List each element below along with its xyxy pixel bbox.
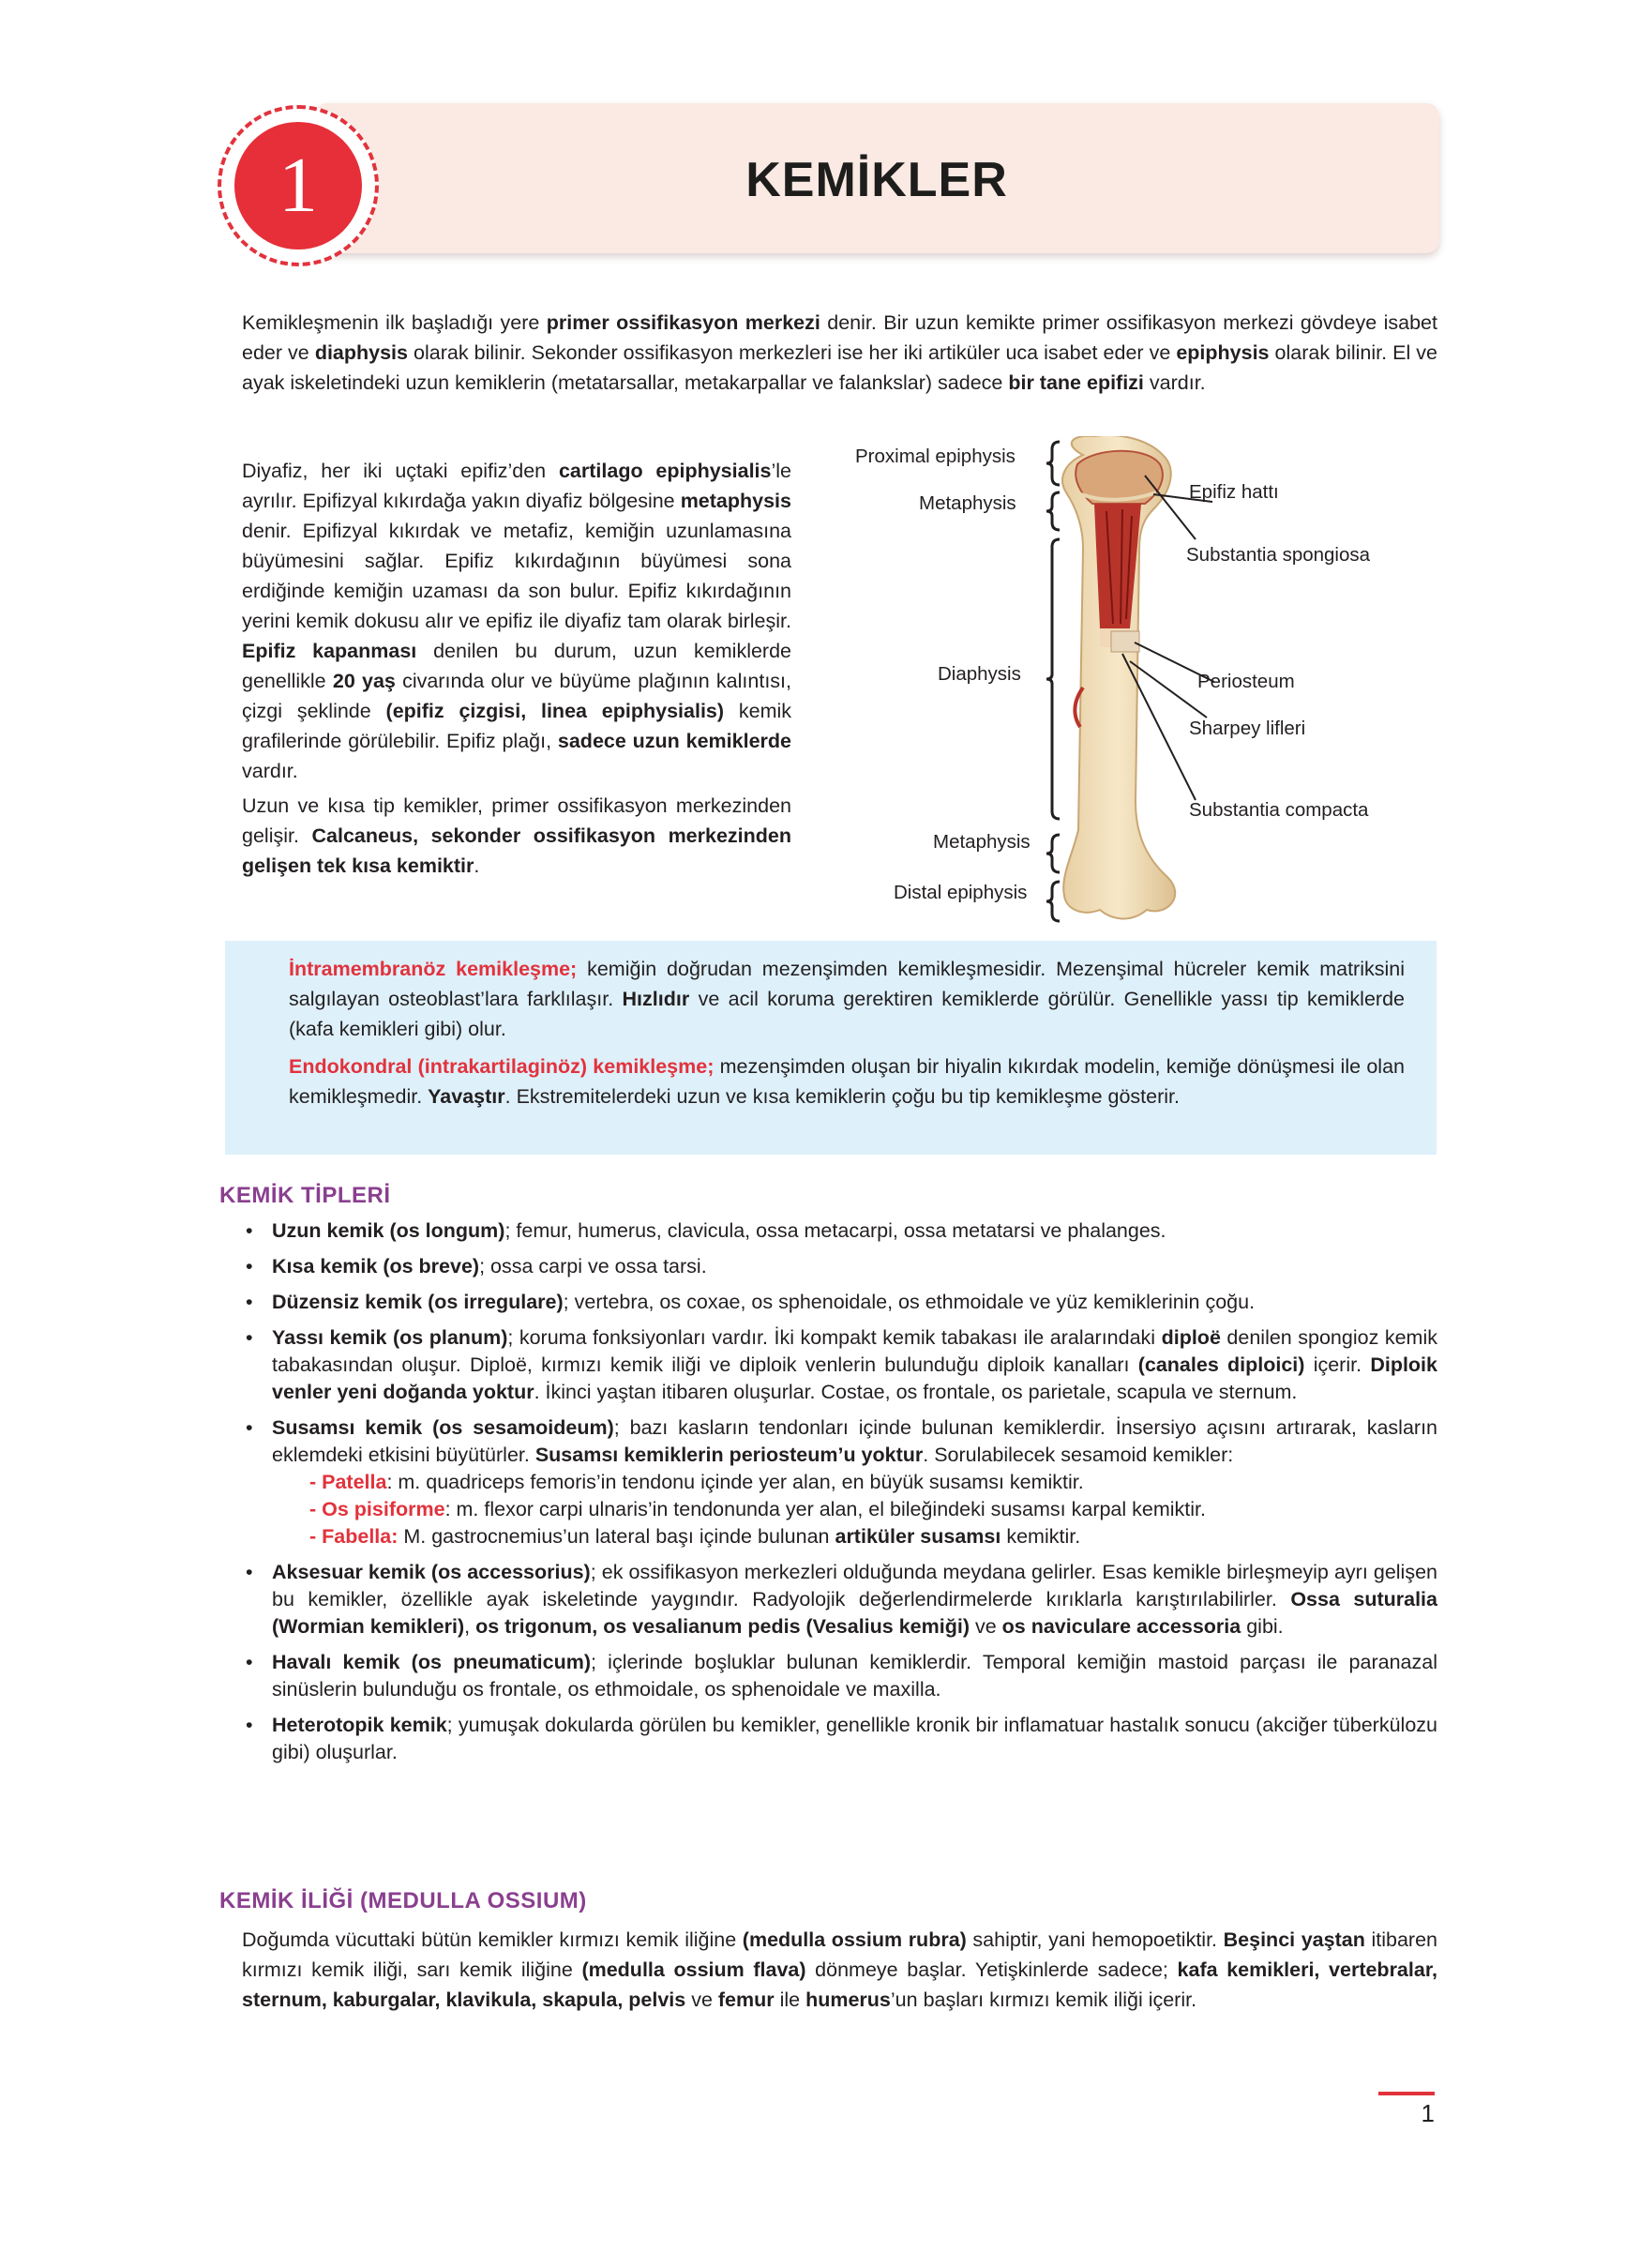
text-run: .	[474, 854, 480, 877]
intro-paragraph	[242, 308, 1437, 398]
text-run: ; içlerinde boşluklar bulunan kemiklerdir. Temporal kemiğin mastoid parçası ile paranazal sinüslerin bulunduğu os frontale, os ethmoidale, os sphenoidale ve maxilla.	[272, 1651, 1437, 1701]
bold-text: diploë	[1161, 1326, 1221, 1349]
text-run: vardır.	[1143, 371, 1206, 394]
text-run: ve	[970, 1615, 1002, 1638]
label-diaphysis: Diaphysis	[938, 663, 1021, 685]
bold-text: Diploik venler yeni doğanda yoktur	[272, 1353, 1437, 1403]
text-run: Uzun ve kısa tip kemikler, primer ossifikasyon merkezinden gelişir.	[242, 794, 791, 847]
text-run: kemiktir.	[1001, 1525, 1081, 1548]
chapter-number-badge: 1	[234, 122, 362, 249]
sesamoid-item-text	[272, 1414, 1437, 1469]
bold-text: Susamsı kemik (os sesamoideum)	[272, 1416, 614, 1439]
bold-text: os naviculare accessoria	[1001, 1615, 1241, 1638]
bold-text: Heterotopik kemik	[272, 1714, 447, 1736]
bracket-distal-epiphysis	[1046, 882, 1060, 921]
bold-text: Havalı kemik (os pneumaticum)	[272, 1651, 592, 1673]
text-run: ’le ayrılır. Epifizyal kıkırdağa yakın diyafiz bölgesine	[242, 460, 791, 512]
text-run: denir. Bir uzun kemikte primer ossifikasyon merkezi gövdeye isabet eder ve	[242, 311, 1437, 364]
bracket-metaphysis-top	[1046, 492, 1060, 530]
bold-text: os trigonum, os vesalianum pedis (Vesalius kemiği)	[475, 1615, 970, 1638]
text-run: Diyafiz, her iki uçtaki epifiz’den	[242, 460, 559, 482]
list-item	[242, 1559, 1437, 1641]
bold-text: Calcaneus, sekonder ossifikasyon merkezinden gelişen tek kısa kemiktir	[242, 824, 791, 877]
bracket-proximal-epiphysis	[1046, 442, 1060, 485]
text-run: gibi.	[1241, 1615, 1284, 1638]
bold-text: (epifiz çizgisi, linea epiphysialis)	[385, 700, 725, 722]
text-run: ; yumuşak dokularda görülen bu kemikler, genellikle kronik bir inflamatuar hastalık sonucu (akciğer tüberkülozu gibi) oluşurlar.	[272, 1714, 1437, 1763]
list-item	[242, 1289, 1437, 1316]
bold-text: Uzun kemik (os longum)	[272, 1219, 505, 1242]
bracket-diaphysis	[1046, 539, 1060, 819]
leader-sharpey	[1130, 661, 1207, 718]
label-proximal-epiphysis: Proximal epiphysis	[855, 446, 1016, 467]
text-run: ve	[685, 1988, 718, 2011]
list-item	[242, 1712, 1437, 1766]
list-item	[242, 1649, 1437, 1703]
text-run: ; koruma fonksiyonları vardır. İki kompakt kemik tabakası ile aralarındaki	[507, 1326, 1162, 1349]
list-item	[242, 1253, 1437, 1280]
bracket-metaphysis-bottom	[1046, 835, 1060, 872]
text-run: ve acil koruma gerektiren kemiklerde görülür. Genellikle yassı tip kemiklerde (kafa kemikleri gibi) olur.	[289, 988, 1405, 1040]
highlight-text: - Os pisiforme	[309, 1498, 445, 1520]
text-run: Doğumda vücuttaki bütün kemikler kırmızı kemik iliğine	[242, 1928, 743, 1951]
bold-text: (medulla ossium flava)	[581, 1958, 806, 1981]
bold-text: (medulla ossium rubra)	[742, 1928, 967, 1951]
chapter-header	[314, 103, 1439, 253]
bold-text: Epifiz kapanması	[242, 640, 417, 662]
periosteum-flap	[1111, 631, 1139, 652]
sesamoid-patella	[309, 1469, 1437, 1496]
text-run: sahiptir, yani hemopoetiktir.	[966, 1928, 1224, 1951]
label-epifiz-hatti: Epifiz hattı	[1189, 481, 1279, 503]
label-metaphysis-bottom: Metaphysis	[933, 831, 1031, 853]
bold-text: diaphysis	[314, 341, 408, 364]
text-run: itibaren kırmızı kemik iliği, sarı kemik iliğine	[242, 1928, 1437, 1981]
sesamoid-sublist	[272, 1469, 1437, 1550]
label-substantia-spongiosa: Substantia spongiosa	[1186, 544, 1371, 566]
bone-types-list	[242, 1217, 1437, 1775]
bold-text: femur	[717, 1988, 775, 2011]
chapter-title: KEMİKLER	[745, 153, 1008, 207]
bold-text: Hızlıdır	[622, 988, 690, 1010]
sesamoid-fabella	[309, 1523, 1437, 1550]
bold-text: Susamsı kemiklerin periosteum’u yoktur	[534, 1444, 924, 1466]
bold-text: bir tane epifizi	[1008, 371, 1144, 394]
bold-text: kafa kemikleri, vertebralar, sternum, kaburgalar, klavikula, skapula, pelvis	[242, 1958, 1437, 2011]
text-run: dönmeye başlar. Yetişkinlerde sadece;	[805, 1958, 1178, 1981]
bold-text: cartilago epiphysialis	[558, 460, 772, 482]
text-run: Kemikleşmenin ilk başladığı yere	[242, 311, 547, 334]
text-run: kemik grafilerinde görülebilir. Epifiz plağı,	[242, 700, 792, 752]
bold-text: Düzensiz kemik (os irregulare)	[272, 1291, 564, 1313]
highlight-text: Endokondral (intrakartilaginöz) kemikleşme;	[289, 1055, 715, 1078]
text-run: ile	[774, 1988, 806, 2011]
section-title-bone-types: KEMİK TİPLERİ	[219, 1183, 391, 1208]
text-run: denir. Epifizyal kıkırdak ve metafiz, kemiğin uzunlamasına büyümesini sağlar. Epifiz kıkırdağının büyümesi sona erdiğinde kemiğin uzaması da son bulur. Epifiz kıkırdağının yerini kemik dokusu alır ve epifiz ile diyafiz tam olarak birleşir.	[242, 520, 791, 632]
section-title-bone-marrow: KEMİK İLİĞİ (MEDULLA OSSIUM)	[219, 1888, 587, 1913]
highlight-text: İntramembranöz kemikleşme;	[289, 958, 578, 980]
text-run: denilen spongioz kemik tabakasından oluşur. Diploë, kırmızı kemik iliği ve diploik venlerin bulunduğu diploik kanalları	[272, 1326, 1437, 1376]
list-item	[242, 1414, 1437, 1550]
bold-text: (canales diploici)	[1137, 1353, 1305, 1376]
bold-text: Ossa suturalia (Wormian kemikleri)	[272, 1588, 1437, 1638]
ossification-paragraph	[242, 791, 791, 881]
text-run: kemiğin doğrudan mezenşimden kemikleşmesidir. Mezenşimal hücreler kemik matriksini salgılayan osteoblast’lara farklılaşır.	[289, 958, 1405, 1010]
text-run: ; ek ossifikasyon merkezleri olduğunda meydana gelirler. Esas kemikle birleşmeyip ayrı gelişen bu kemikler, özellikle ayak iskeletinde yaygındır. Radyolojik değerlendirmelerde kırıklarla karıştırılabilirler.	[272, 1561, 1437, 1610]
text-run: . Ekstremitelerdeki uzun ve kısa kemiklerin çoğu bu tip kemikleşme gösterir.	[504, 1085, 1180, 1108]
text-run: vardır.	[242, 760, 298, 782]
text-run: ; femur, humerus, clavicula, ossa metacarpi, ossa metatarsi ve phalanges.	[504, 1219, 1166, 1242]
bold-text: humerus	[805, 1988, 891, 2011]
endochondral-paragraph	[289, 1051, 1405, 1111]
label-periosteum: Periosteum	[1197, 671, 1295, 692]
text-run: mezenşimden oluşan bir hiyalin kıkırdak modelin, kemiğe dönüşmesi ile olan kemikleşmedir.	[289, 1055, 1405, 1108]
highlight-text: - Fabella:	[309, 1525, 399, 1548]
label-substantia-compacta: Substantia compacta	[1189, 799, 1369, 821]
text-run: denilen bu durum, uzun kemiklerde genellikle	[242, 640, 792, 692]
sesamoid-pisiforme	[309, 1496, 1437, 1523]
text-run: ,	[464, 1615, 476, 1638]
label-sharpey-lifleri: Sharpey lifleri	[1189, 718, 1306, 739]
bold-text: Yassı kemik (os planum)	[272, 1326, 508, 1349]
bold-text: 20 yaş	[332, 670, 396, 692]
bone-marrow-paragraph	[242, 1925, 1437, 2015]
text-run: . Sorulabilecek sesamoid kemikler:	[923, 1444, 1234, 1466]
text-run: . İkinci yaştan itibaren oluşurlar. Costae, os frontale, os parietale, scapula ve sternum.	[534, 1381, 1298, 1403]
label-distal-epiphysis: Distal epiphysis	[894, 882, 1028, 903]
bold-text: Aksesuar kemik (os accessorius)	[272, 1561, 591, 1583]
ossification-types-box	[225, 941, 1437, 1155]
diaphysis-paragraph	[242, 456, 791, 786]
bold-text: epiphysis	[1176, 341, 1270, 364]
highlight-text: - Patella	[309, 1471, 387, 1493]
text-run: ’un başları kırmızı kemik iliği içerir.	[890, 1988, 1197, 2011]
page-number: 1	[1421, 2099, 1435, 2127]
text-run: : m. flexor carpi ulnaris’in tendonunda yer alan, el bileğindeki susamsı karpal kemiktir.	[444, 1498, 1206, 1520]
text-run: : m. quadriceps femoris’in tendonu içinde yer alan, en büyük susamsı kemiktir.	[386, 1471, 1084, 1493]
text-run: olarak bilinir. El ve ayak iskeletindeki uzun kemiklerin (metatarsallar, metakarpallar ve falankslar) sadece	[242, 341, 1437, 394]
text-run: olarak bilinir. Sekonder ossifikasyon merkezleri ise her iki artiküler uca isabet eder ve	[408, 341, 1177, 364]
text-run: M. gastrocnemius’un lateral başı içinde bulunan	[398, 1525, 835, 1548]
intramembranous-paragraph	[289, 954, 1405, 1044]
bold-text: Yavaştır	[428, 1085, 505, 1108]
list-item	[242, 1324, 1437, 1406]
bold-text: metaphysis	[680, 490, 791, 512]
bold-text: sadece uzun kemiklerde	[557, 730, 791, 752]
bold-text: Kısa kemik (os breve)	[272, 1255, 480, 1278]
list-item	[242, 1217, 1437, 1245]
text-run: içerir.	[1304, 1353, 1371, 1376]
text-run: ; ossa carpi ve ossa tarsi.	[479, 1255, 707, 1278]
bold-text: Beşinci yaştan	[1223, 1928, 1365, 1951]
label-metaphysis-top: Metaphysis	[919, 492, 1016, 514]
text-run: civarında olur ve büyüme plağının kalıntısı, çizgi şeklinde	[242, 670, 791, 722]
text-run: ; bazı kasların tendonları içinde bulunan kemiklerdir. İnsersiyo açısını artırarak, kasların eklemdeki etkisini büyütürler.	[272, 1416, 1438, 1466]
bold-text: artiküler susamsı	[835, 1525, 1001, 1548]
page-number-rule	[1378, 2092, 1435, 2095]
bold-text: primer ossifikasyon merkezi	[546, 311, 820, 334]
text-run: ; vertebra, os coxae, os sphenoidale, os ethmoidale ve yüz kemiklerinin çoğu.	[563, 1291, 1256, 1313]
